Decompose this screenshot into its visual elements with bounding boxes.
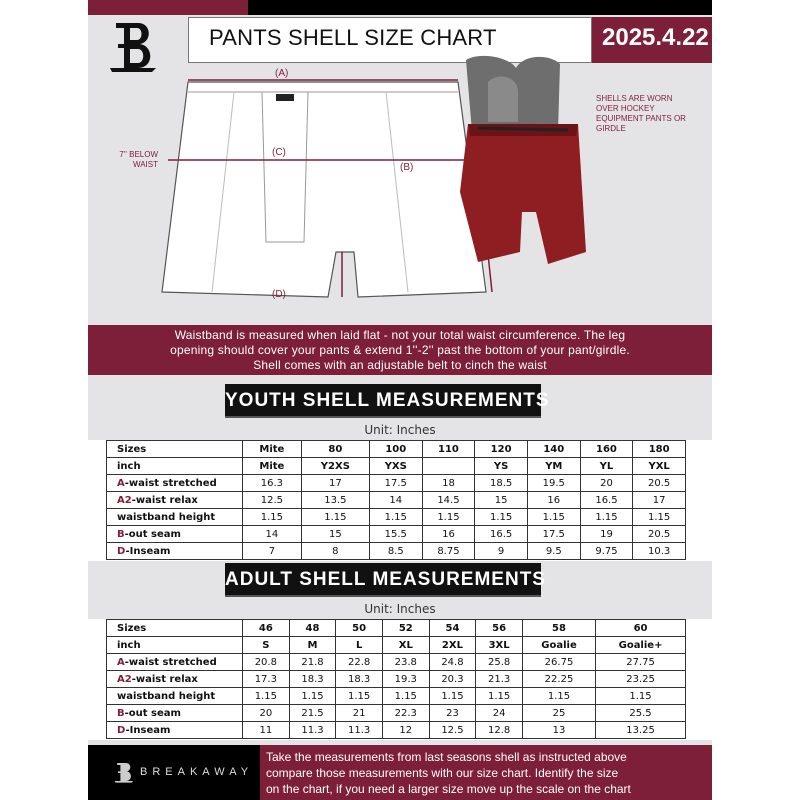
table-cell: Mite	[243, 441, 302, 458]
table-cell: 17.5	[369, 475, 422, 492]
table-cell: 16.5	[475, 526, 528, 543]
youth-table-bg	[88, 440, 712, 561]
table-cell: 17.3	[243, 671, 290, 688]
table-cell: M	[289, 637, 336, 654]
table-cell: YXS	[369, 458, 422, 475]
footer-instructions	[260, 745, 712, 800]
table-cell: 25.8	[476, 654, 523, 671]
table-cell: 9.5	[527, 543, 580, 560]
table-cell: 20.5	[633, 475, 686, 492]
breakaway-logo-icon	[108, 18, 158, 73]
page-title: PANTS SHELL SIZE CHART	[188, 17, 592, 63]
row-label-prefix: D	[117, 724, 126, 736]
table-cell: 80	[301, 441, 369, 458]
row-label-text: inch	[117, 460, 141, 472]
footer-line-1: Take the measurements from last seasons shell as instructed above	[266, 750, 627, 764]
row-label	[107, 441, 243, 458]
footer-logo-icon	[114, 760, 134, 784]
table-cell: 22.25	[522, 671, 595, 688]
table-cell: 8.75	[422, 543, 475, 560]
table-cell: 13.25	[596, 722, 686, 739]
youth-section-title: YOUTH SHELL MEASUREMENTS	[225, 384, 541, 418]
table-cell: 21.3	[476, 671, 523, 688]
table-cell: 1.15	[476, 688, 523, 705]
table-cell: Y2XS	[301, 458, 369, 475]
table-cell: 180	[633, 441, 686, 458]
row-label-prefix: A	[117, 477, 125, 489]
table-cell: 160	[580, 441, 633, 458]
table-row	[107, 509, 686, 526]
table-cell: 18	[422, 475, 475, 492]
table-cell: 60	[596, 620, 686, 637]
table-cell: 20.8	[243, 654, 290, 671]
table-cell: 50	[336, 620, 383, 637]
table-cell: 19.5	[527, 475, 580, 492]
table-cell: XL	[382, 637, 429, 654]
row-label	[107, 722, 243, 739]
table-cell: 26.75	[522, 654, 595, 671]
table-cell: 25	[522, 705, 595, 722]
table-cell: 13.5	[301, 492, 369, 509]
table-cell: 12.8	[476, 722, 523, 739]
table-cell: 8	[301, 543, 369, 560]
table-row	[107, 620, 686, 637]
table-cell: 110	[422, 441, 475, 458]
size-chart-page	[88, 0, 712, 800]
table-cell: 12	[382, 722, 429, 739]
row-label-prefix: A	[117, 656, 125, 668]
row-label-text: -waist relax	[131, 494, 198, 506]
row-label	[107, 492, 243, 509]
table-cell: 18.5	[475, 475, 528, 492]
table-row	[107, 637, 686, 654]
hockey-pants-image	[438, 52, 593, 284]
row-label	[107, 671, 243, 688]
table-cell: 7	[243, 543, 302, 560]
table-cell: 56	[476, 620, 523, 637]
table-cell: 15.5	[369, 526, 422, 543]
table-cell: 27.75	[596, 654, 686, 671]
table-cell: 18.3	[336, 671, 383, 688]
table-cell: 17	[301, 475, 369, 492]
table-cell: Goalie+	[596, 637, 686, 654]
table-cell: 1.15	[633, 509, 686, 526]
table-cell: 1.15	[527, 509, 580, 526]
table-cell: 14.5	[422, 492, 475, 509]
row-label-text: -waist stretched	[124, 477, 217, 489]
row-label	[107, 543, 243, 560]
table-cell	[422, 458, 475, 475]
table-cell: 10.3	[633, 543, 686, 560]
row-label	[107, 705, 243, 722]
row-label-text: waistband height	[117, 690, 216, 702]
youth-unit-label: Unit: Inches	[364, 423, 436, 437]
row-label-text: Sizes	[117, 622, 147, 634]
table-cell: 1.15	[336, 688, 383, 705]
table-cell: 20.3	[429, 671, 476, 688]
row-label	[107, 620, 243, 637]
table-cell: 16.3	[243, 475, 302, 492]
row-label-prefix: A2	[117, 494, 132, 506]
table-cell: 52	[382, 620, 429, 637]
banner-line-1: Waistband is measured when laid flat - not your total waist circumference. The leg	[174, 328, 626, 342]
row-label-text: -waist stretched	[124, 656, 217, 668]
row-label-text: -out seam	[124, 528, 181, 540]
table-row	[107, 475, 686, 492]
top-bar	[248, 0, 712, 15]
table-cell: 54	[429, 620, 476, 637]
shell-wear-note: SHELLS ARE WORN OVER HOCKEY EQUIPMENT PANTS OR GIRDLE	[596, 94, 686, 133]
row-label	[107, 654, 243, 671]
table-cell: 18.3	[289, 671, 336, 688]
table-cell: 20	[580, 475, 633, 492]
table-row	[107, 458, 686, 475]
table-cell: 1.15	[301, 509, 369, 526]
table-cell: 16	[422, 526, 475, 543]
table-cell: YXL	[633, 458, 686, 475]
table-cell: L	[336, 637, 383, 654]
table-cell: 17.5	[527, 526, 580, 543]
row-label	[107, 637, 243, 654]
table-cell: 21.8	[289, 654, 336, 671]
table-cell: 14	[243, 526, 302, 543]
row-label-text: waistband height	[117, 511, 216, 523]
label-a: (A)	[275, 68, 289, 79]
table-cell: 11	[243, 722, 290, 739]
table-cell: 9	[475, 543, 528, 560]
table-cell: 48	[289, 620, 336, 637]
row-label	[107, 526, 243, 543]
row-label-text: -out seam	[124, 707, 181, 719]
table-row	[107, 688, 686, 705]
table-row	[107, 441, 686, 458]
label-d: (D)	[272, 289, 286, 300]
table-cell: 120	[475, 441, 528, 458]
table-cell: 2XL	[429, 637, 476, 654]
date-badge: 2025.4.22	[592, 17, 712, 63]
top-bar-accent	[88, 0, 248, 15]
table-cell: 12.5	[429, 722, 476, 739]
row-label-text: inch	[117, 639, 141, 651]
table-cell: 1.15	[422, 509, 475, 526]
youth-size-table	[106, 440, 686, 560]
table-cell: 25.5	[596, 705, 686, 722]
adult-unit-label: Unit: Inches	[364, 602, 436, 616]
table-cell: 17	[633, 492, 686, 509]
table-cell: Goalie	[522, 637, 595, 654]
row-label	[107, 475, 243, 492]
table-cell: Mite	[243, 458, 302, 475]
row-label	[107, 509, 243, 526]
label-b: (B)	[400, 162, 414, 173]
table-row	[107, 705, 686, 722]
table-cell: 16	[527, 492, 580, 509]
table-cell: 20.5	[633, 526, 686, 543]
table-cell: 1.15	[289, 688, 336, 705]
table-cell: YL	[580, 458, 633, 475]
table-cell: 22.8	[336, 654, 383, 671]
table-cell: 15	[301, 526, 369, 543]
row-label-text: -Inseam	[125, 724, 171, 736]
adult-table-bg	[88, 619, 712, 740]
table-row	[107, 492, 686, 509]
label-c: (C)	[272, 147, 286, 158]
banner-line-2: opening should cover your pants & extend 1''-2'' past the bottom of your pant/girdle.	[170, 343, 630, 357]
table-cell: 3XL	[476, 637, 523, 654]
table-cell: 11.3	[336, 722, 383, 739]
banner-line-3: Shell comes with an adjustable belt to cinch the waist	[253, 358, 547, 372]
table-cell: 13	[522, 722, 595, 739]
table-cell: 1.15	[243, 509, 302, 526]
row-label-prefix: B	[117, 707, 125, 719]
table-cell: 140	[527, 441, 580, 458]
table-cell: 21	[336, 705, 383, 722]
table-cell: 1.15	[580, 509, 633, 526]
table-cell: S	[243, 637, 290, 654]
below-waist-note: 7'' BELOW WAIST	[119, 150, 158, 169]
table-cell: 46	[243, 620, 290, 637]
table-cell: 23.25	[596, 671, 686, 688]
row-label-text: -Inseam	[125, 545, 171, 557]
table-cell: 22.3	[382, 705, 429, 722]
table-cell: 15	[475, 492, 528, 509]
table-row	[107, 722, 686, 739]
row-label-text: -waist relax	[131, 673, 198, 685]
table-cell: 1.15	[429, 688, 476, 705]
table-cell: 100	[369, 441, 422, 458]
table-cell: 14	[369, 492, 422, 509]
table-cell: 19.3	[382, 671, 429, 688]
table-cell: 19	[580, 526, 633, 543]
row-label-text: Sizes	[117, 443, 147, 455]
table-cell: YS	[475, 458, 528, 475]
row-label-prefix: D	[117, 545, 126, 557]
table-cell: 1.15	[382, 688, 429, 705]
table-cell: 8.5	[369, 543, 422, 560]
table-row	[107, 543, 686, 560]
table-cell: 1.15	[243, 688, 290, 705]
row-label	[107, 688, 243, 705]
brand-name: BREAKAWAY	[140, 766, 254, 778]
adult-section-title: ADULT SHELL MEASUREMENTS	[225, 563, 541, 597]
table-cell: 11.3	[289, 722, 336, 739]
table-row	[107, 654, 686, 671]
row-label-prefix: A2	[117, 673, 132, 685]
table-cell: 24.8	[429, 654, 476, 671]
table-cell: 20	[243, 705, 290, 722]
row-label-prefix: B	[117, 528, 125, 540]
table-cell: 24	[476, 705, 523, 722]
table-cell: 23.8	[382, 654, 429, 671]
table-cell: YM	[527, 458, 580, 475]
footer-line-3: on the chart, if you need a larger size move up the scale on the chart	[266, 782, 631, 796]
adult-size-table	[106, 619, 686, 739]
row-label	[107, 458, 243, 475]
table-cell: 16.5	[580, 492, 633, 509]
table-cell: 1.15	[369, 509, 422, 526]
table-cell: 1.15	[596, 688, 686, 705]
table-cell: 21.5	[289, 705, 336, 722]
table-row	[107, 671, 686, 688]
table-cell: 23	[429, 705, 476, 722]
table-cell: 58	[522, 620, 595, 637]
table-cell: 1.15	[475, 509, 528, 526]
measurement-info-banner	[88, 325, 712, 375]
table-cell: 9.75	[580, 543, 633, 560]
footer-line-2: compare those measurements with our size chart. Identify the size	[266, 766, 619, 780]
table-row	[107, 526, 686, 543]
table-cell: 1.15	[522, 688, 595, 705]
table-cell: 12.5	[243, 492, 302, 509]
